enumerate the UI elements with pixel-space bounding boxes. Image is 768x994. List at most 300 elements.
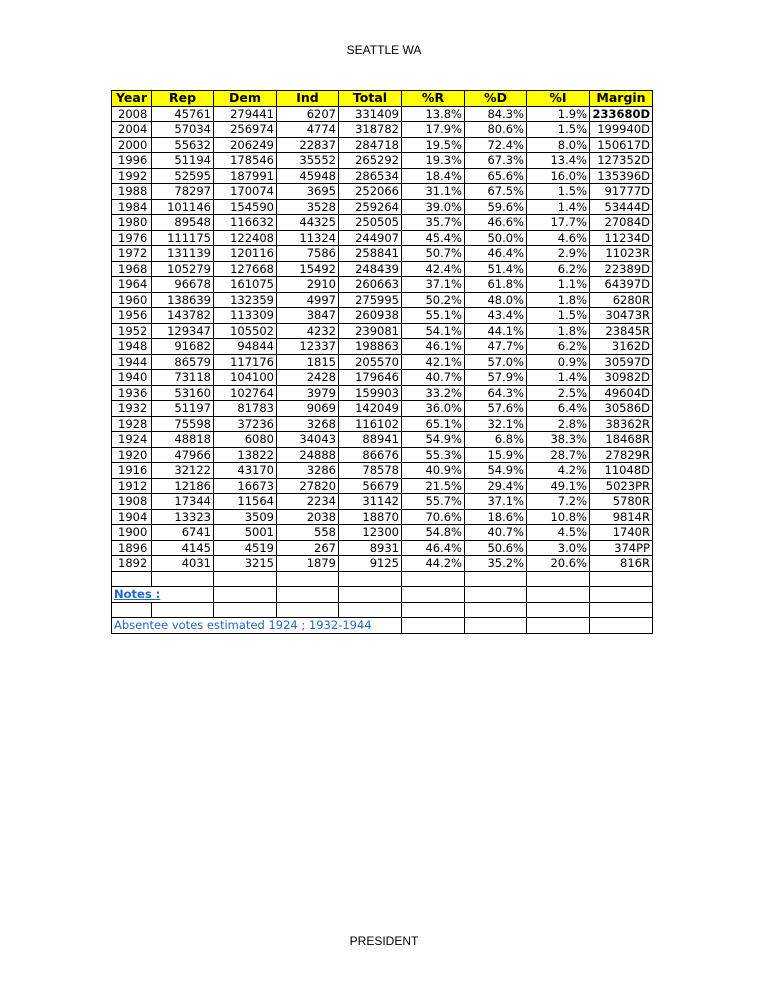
- table-cell: 331409: [339, 106, 402, 122]
- table-cell: 53160: [152, 385, 214, 401]
- table-cell: 4774: [277, 122, 339, 138]
- empty-cell: [277, 571, 339, 587]
- table-row: [112, 184, 653, 200]
- table-cell: 70.6%: [402, 509, 465, 525]
- table-cell: 4145: [152, 540, 214, 556]
- table-cell: 32122: [152, 463, 214, 479]
- table-cell: 57.0%: [465, 354, 527, 370]
- table-cell: 51197: [152, 401, 214, 417]
- table-cell: 18.4%: [402, 168, 465, 184]
- table-cell: 3215: [214, 556, 277, 572]
- table-cell: 248439: [339, 261, 402, 277]
- table-row: [112, 137, 653, 153]
- table-cell: 1972: [112, 246, 152, 262]
- table-cell: 1.8%: [527, 323, 590, 339]
- table-cell: 36.0%: [402, 401, 465, 417]
- column-header: Rep: [152, 91, 214, 107]
- table-cell: 67.3%: [465, 153, 527, 169]
- table-cell: 15.9%: [465, 447, 527, 463]
- empty-cell: [527, 571, 590, 587]
- empty-cell: [277, 587, 339, 603]
- table-cell: 7.2%: [527, 494, 590, 510]
- table-cell: 258841: [339, 246, 402, 262]
- table-cell: 17.9%: [402, 122, 465, 138]
- table-row: [112, 509, 653, 525]
- table-cell: 138639: [152, 292, 214, 308]
- table-cell: 47966: [152, 447, 214, 463]
- empty-cell: [402, 571, 465, 587]
- table-cell: 50.0%: [465, 230, 527, 246]
- table-cell: 27820: [277, 478, 339, 494]
- empty-cell: [402, 587, 465, 603]
- empty-cell: [152, 602, 214, 618]
- table-cell: 10.8%: [527, 509, 590, 525]
- table-cell: 19.3%: [402, 153, 465, 169]
- table-cell: 1940: [112, 370, 152, 386]
- table-cell: 40.7%: [402, 370, 465, 386]
- table-row: [112, 432, 653, 448]
- table-cell: 2000: [112, 137, 152, 153]
- table-cell: 7586: [277, 246, 339, 262]
- table-cell: 51.4%: [465, 261, 527, 277]
- table-cell: 275995: [339, 292, 402, 308]
- table-cell: 116632: [214, 215, 277, 231]
- table-cell: 150617D: [590, 137, 653, 153]
- table-cell: 53444D: [590, 199, 653, 215]
- table-cell: 57.6%: [465, 401, 527, 417]
- table-cell: 2038: [277, 509, 339, 525]
- table-cell: 135396D: [590, 168, 653, 184]
- table-row: [112, 447, 653, 463]
- empty-cell: [277, 602, 339, 618]
- empty-cell: [527, 602, 590, 618]
- table-cell: 5023PR: [590, 478, 653, 494]
- table-cell: 199940D: [590, 122, 653, 138]
- table-row: [112, 478, 653, 494]
- table-cell: 267: [277, 540, 339, 556]
- table-cell: 127668: [214, 261, 277, 277]
- page-title: SEATTLE WA: [346, 43, 422, 57]
- table-row: [112, 168, 653, 184]
- table-cell: 256974: [214, 122, 277, 138]
- table-row: [112, 106, 653, 122]
- table-cell: 1992: [112, 168, 152, 184]
- table-cell: 1964: [112, 277, 152, 293]
- table-row: [112, 261, 653, 277]
- table-cell: 55632: [152, 137, 214, 153]
- table-cell: 43170: [214, 463, 277, 479]
- empty-cell: [214, 602, 277, 618]
- empty-cell: [112, 602, 152, 618]
- absentee-note: Absentee votes estimated 1924 ; 1932-1944: [112, 618, 402, 634]
- table-cell: 54.9%: [402, 432, 465, 448]
- table-cell: 52595: [152, 168, 214, 184]
- table-cell: 1904: [112, 509, 152, 525]
- table-cell: 54.1%: [402, 323, 465, 339]
- table-cell: 239081: [339, 323, 402, 339]
- empty-cell: [590, 602, 653, 618]
- table-cell: 3268: [277, 416, 339, 432]
- table-cell: 40.9%: [402, 463, 465, 479]
- table-cell: 43.4%: [465, 308, 527, 324]
- table-cell: 50.6%: [465, 540, 527, 556]
- table-row: [112, 246, 653, 262]
- table-cell: 105502: [214, 323, 277, 339]
- table-cell: 12186: [152, 478, 214, 494]
- table-cell: 56679: [339, 478, 402, 494]
- table-cell: 88941: [339, 432, 402, 448]
- table-cell: 12337: [277, 339, 339, 355]
- table-cell: 33.2%: [402, 385, 465, 401]
- table-cell: 18468R: [590, 432, 653, 448]
- table-cell: 3509: [214, 509, 277, 525]
- table-cell: 42.1%: [402, 354, 465, 370]
- empty-cell: [339, 602, 402, 618]
- table-cell: 2.8%: [527, 416, 590, 432]
- table-cell: 28.7%: [527, 447, 590, 463]
- table-cell: 46.4%: [402, 540, 465, 556]
- table-cell: 101146: [152, 199, 214, 215]
- table-cell: 2910: [277, 277, 339, 293]
- table-cell: 54.9%: [465, 463, 527, 479]
- table-cell: 143782: [152, 308, 214, 324]
- table-cell: 46.1%: [402, 339, 465, 355]
- table-cell: 44325: [277, 215, 339, 231]
- table-cell: 13.4%: [527, 153, 590, 169]
- table-cell: 94844: [214, 339, 277, 355]
- empty-cell: [152, 571, 214, 587]
- table-cell: 2.9%: [527, 246, 590, 262]
- table-cell: 49604D: [590, 385, 653, 401]
- table-cell: 45948: [277, 168, 339, 184]
- table-cell: 1956: [112, 308, 152, 324]
- table-cell: 3847: [277, 308, 339, 324]
- table-cell: 318782: [339, 122, 402, 138]
- table-row: [112, 153, 653, 169]
- table-row: [112, 199, 653, 215]
- empty-cell: [402, 618, 465, 634]
- table-cell: 4.2%: [527, 463, 590, 479]
- table-cell: 65.6%: [465, 168, 527, 184]
- table-cell: 16.0%: [527, 168, 590, 184]
- empty-cell: [527, 618, 590, 634]
- table-cell: 4232: [277, 323, 339, 339]
- table-cell: 187991: [214, 168, 277, 184]
- table-cell: 206249: [214, 137, 277, 153]
- column-header: Dem: [214, 91, 277, 107]
- empty-cell: [465, 587, 527, 603]
- table-cell: 45.4%: [402, 230, 465, 246]
- table-cell: 178546: [214, 153, 277, 169]
- table-cell: 1.5%: [527, 122, 590, 138]
- table-cell: 1984: [112, 199, 152, 215]
- table-cell: 27829R: [590, 447, 653, 463]
- table-cell: 1815: [277, 354, 339, 370]
- table-row: [112, 354, 653, 370]
- table-cell: 1924: [112, 432, 152, 448]
- table-row: [112, 339, 653, 355]
- notes-label: Notes :: [112, 587, 214, 603]
- table-row: [112, 122, 653, 138]
- note-row: [112, 618, 653, 634]
- table-cell: 1.4%: [527, 199, 590, 215]
- table-cell: 54.8%: [402, 525, 465, 541]
- table-cell: 161075: [214, 277, 277, 293]
- table-cell: 21.5%: [402, 478, 465, 494]
- table-cell: 11564: [214, 494, 277, 510]
- table-cell: 23845R: [590, 323, 653, 339]
- empty-cell: [590, 587, 653, 603]
- table-cell: 1932: [112, 401, 152, 417]
- table-cell: 1.5%: [527, 184, 590, 200]
- empty-row: [112, 571, 653, 587]
- table-cell: 4031: [152, 556, 214, 572]
- table-cell: 1996: [112, 153, 152, 169]
- table-cell: 64.3%: [465, 385, 527, 401]
- table-cell: 1.1%: [527, 277, 590, 293]
- table-cell: 45761: [152, 106, 214, 122]
- table-cell: 1948: [112, 339, 152, 355]
- table-cell: 13323: [152, 509, 214, 525]
- table-cell: 35.7%: [402, 215, 465, 231]
- table-cell: 117176: [214, 354, 277, 370]
- table-cell: 104100: [214, 370, 277, 386]
- table-cell: 1908: [112, 494, 152, 510]
- table-cell: 6080: [214, 432, 277, 448]
- table-cell: 22837: [277, 137, 339, 153]
- table-cell: 59.6%: [465, 199, 527, 215]
- table-cell: 51194: [152, 153, 214, 169]
- table-cell: 6207: [277, 106, 339, 122]
- table-cell: 55.3%: [402, 447, 465, 463]
- table-cell: 1944: [112, 354, 152, 370]
- table-cell: 3528: [277, 199, 339, 215]
- table-cell: 132359: [214, 292, 277, 308]
- table-cell: 15492: [277, 261, 339, 277]
- table-cell: 6.2%: [527, 261, 590, 277]
- table-cell: 1960: [112, 292, 152, 308]
- table-cell: 558: [277, 525, 339, 541]
- table-cell: 2234: [277, 494, 339, 510]
- table-cell: 4997: [277, 292, 339, 308]
- table-cell: 142049: [339, 401, 402, 417]
- table-cell: 1.5%: [527, 308, 590, 324]
- table-cell: 122408: [214, 230, 277, 246]
- table-cell: 38362R: [590, 416, 653, 432]
- table-cell: 44.2%: [402, 556, 465, 572]
- table-cell: 64397D: [590, 277, 653, 293]
- table-cell: 260938: [339, 308, 402, 324]
- table-cell: 113309: [214, 308, 277, 324]
- table-cell: 1968: [112, 261, 152, 277]
- empty-cell: [590, 571, 653, 587]
- table-cell: 84.3%: [465, 106, 527, 122]
- table-cell: 37236: [214, 416, 277, 432]
- table-cell: 1892: [112, 556, 152, 572]
- table-cell: 252066: [339, 184, 402, 200]
- table-cell: 11048D: [590, 463, 653, 479]
- table-cell: 3162D: [590, 339, 653, 355]
- table-row: [112, 494, 653, 510]
- table-cell: 259264: [339, 199, 402, 215]
- table-cell: 81783: [214, 401, 277, 417]
- table-cell: 19.5%: [402, 137, 465, 153]
- table-cell: 105279: [152, 261, 214, 277]
- table-cell: 170074: [214, 184, 277, 200]
- table-cell: 6280R: [590, 292, 653, 308]
- table-row: [112, 463, 653, 479]
- table-cell: 30586D: [590, 401, 653, 417]
- table-cell: 1740R: [590, 525, 653, 541]
- table-cell: 1879: [277, 556, 339, 572]
- column-header: Year: [112, 91, 152, 107]
- table-cell: 29.4%: [465, 478, 527, 494]
- table-cell: 39.0%: [402, 199, 465, 215]
- table-cell: 67.5%: [465, 184, 527, 200]
- table-cell: 96678: [152, 277, 214, 293]
- table-cell: 48818: [152, 432, 214, 448]
- table-cell: 35552: [277, 153, 339, 169]
- table-row: [112, 385, 653, 401]
- table-cell: 129347: [152, 323, 214, 339]
- table-row: [112, 308, 653, 324]
- table-cell: 37.1%: [402, 277, 465, 293]
- table-cell: 102764: [214, 385, 277, 401]
- table-cell: 1896: [112, 540, 152, 556]
- table-row: [112, 292, 653, 308]
- table-cell: 57034: [152, 122, 214, 138]
- table-cell: 1952: [112, 323, 152, 339]
- table-cell: 16673: [214, 478, 277, 494]
- table-cell: 265292: [339, 153, 402, 169]
- table-cell: 20.6%: [527, 556, 590, 572]
- table-cell: 179646: [339, 370, 402, 386]
- table-row: [112, 215, 653, 231]
- table-cell: 34043: [277, 432, 339, 448]
- table-row: [112, 401, 653, 417]
- empty-cell: [214, 571, 277, 587]
- table-cell: 22389D: [590, 261, 653, 277]
- table-row: [112, 416, 653, 432]
- table-cell: 78578: [339, 463, 402, 479]
- table-cell: 27084D: [590, 215, 653, 231]
- empty-cell: [465, 618, 527, 634]
- table-cell: 18870: [339, 509, 402, 525]
- table-cell: 9069: [277, 401, 339, 417]
- results-table: [111, 90, 653, 634]
- table-cell: 55.7%: [402, 494, 465, 510]
- table-cell: 49.1%: [527, 478, 590, 494]
- notes-row: [112, 587, 653, 603]
- table-cell: 31142: [339, 494, 402, 510]
- table-cell: 32.1%: [465, 416, 527, 432]
- column-header: Ind: [277, 91, 339, 107]
- table-cell: 154590: [214, 199, 277, 215]
- table-cell: 17.7%: [527, 215, 590, 231]
- table-cell: 35.2%: [465, 556, 527, 572]
- table-cell: 91682: [152, 339, 214, 355]
- table-cell: 12300: [339, 525, 402, 541]
- column-header: %D: [465, 91, 527, 107]
- empty-cell: [339, 587, 402, 603]
- table-cell: 120116: [214, 246, 277, 262]
- table-cell: 11234D: [590, 230, 653, 246]
- table-cell: 30982D: [590, 370, 653, 386]
- empty-cell: [112, 571, 152, 587]
- column-header: %R: [402, 91, 465, 107]
- empty-cell: [590, 618, 653, 634]
- table-cell: 4.6%: [527, 230, 590, 246]
- table-cell: 13822: [214, 447, 277, 463]
- table-cell: 6.8%: [465, 432, 527, 448]
- column-header: Margin: [590, 91, 653, 107]
- table-cell: 374PP: [590, 540, 653, 556]
- table-cell: 86676: [339, 447, 402, 463]
- table-cell: 1936: [112, 385, 152, 401]
- table-cell: 37.1%: [465, 494, 527, 510]
- table-cell: 78297: [152, 184, 214, 200]
- table-cell: 111175: [152, 230, 214, 246]
- table-row: [112, 370, 653, 386]
- header-row: [112, 91, 653, 107]
- table-cell: 55.1%: [402, 308, 465, 324]
- column-header: Total: [339, 91, 402, 107]
- table-row: [112, 323, 653, 339]
- table-cell: 1.4%: [527, 370, 590, 386]
- table-cell: 40.7%: [465, 525, 527, 541]
- table-cell: 3.0%: [527, 540, 590, 556]
- table-cell: 30473R: [590, 308, 653, 324]
- table-cell: 198863: [339, 339, 402, 355]
- table-cell: 2008: [112, 106, 152, 122]
- table-cell: 3979: [277, 385, 339, 401]
- table-cell: 205570: [339, 354, 402, 370]
- table-cell: 1912: [112, 478, 152, 494]
- table-cell: 8.0%: [527, 137, 590, 153]
- table-cell: 5001: [214, 525, 277, 541]
- table-cell: 5780R: [590, 494, 653, 510]
- table-cell: 9814R: [590, 509, 653, 525]
- table-cell: 284718: [339, 137, 402, 153]
- table-cell: 127352D: [590, 153, 653, 169]
- table-cell: 233680D: [590, 106, 653, 122]
- table-row: [112, 540, 653, 556]
- table-cell: 131139: [152, 246, 214, 262]
- table-cell: 11023R: [590, 246, 653, 262]
- table-cell: 46.6%: [465, 215, 527, 231]
- table-cell: 244907: [339, 230, 402, 246]
- table-cell: 9125: [339, 556, 402, 572]
- table-cell: 24888: [277, 447, 339, 463]
- table-cell: 17344: [152, 494, 214, 510]
- table-cell: 286534: [339, 168, 402, 184]
- table-cell: 50.7%: [402, 246, 465, 262]
- table-cell: 89548: [152, 215, 214, 231]
- table-cell: 72.4%: [465, 137, 527, 153]
- empty-cell: [465, 571, 527, 587]
- table-row: [112, 556, 653, 572]
- table-cell: 1988: [112, 184, 152, 200]
- table-cell: 6.4%: [527, 401, 590, 417]
- table-cell: 3695: [277, 184, 339, 200]
- table-cell: 75598: [152, 416, 214, 432]
- table-cell: 18.6%: [465, 509, 527, 525]
- table-cell: 2004: [112, 122, 152, 138]
- column-header: %I: [527, 91, 590, 107]
- table-cell: 1928: [112, 416, 152, 432]
- empty-cell: [339, 571, 402, 587]
- table-cell: 816R: [590, 556, 653, 572]
